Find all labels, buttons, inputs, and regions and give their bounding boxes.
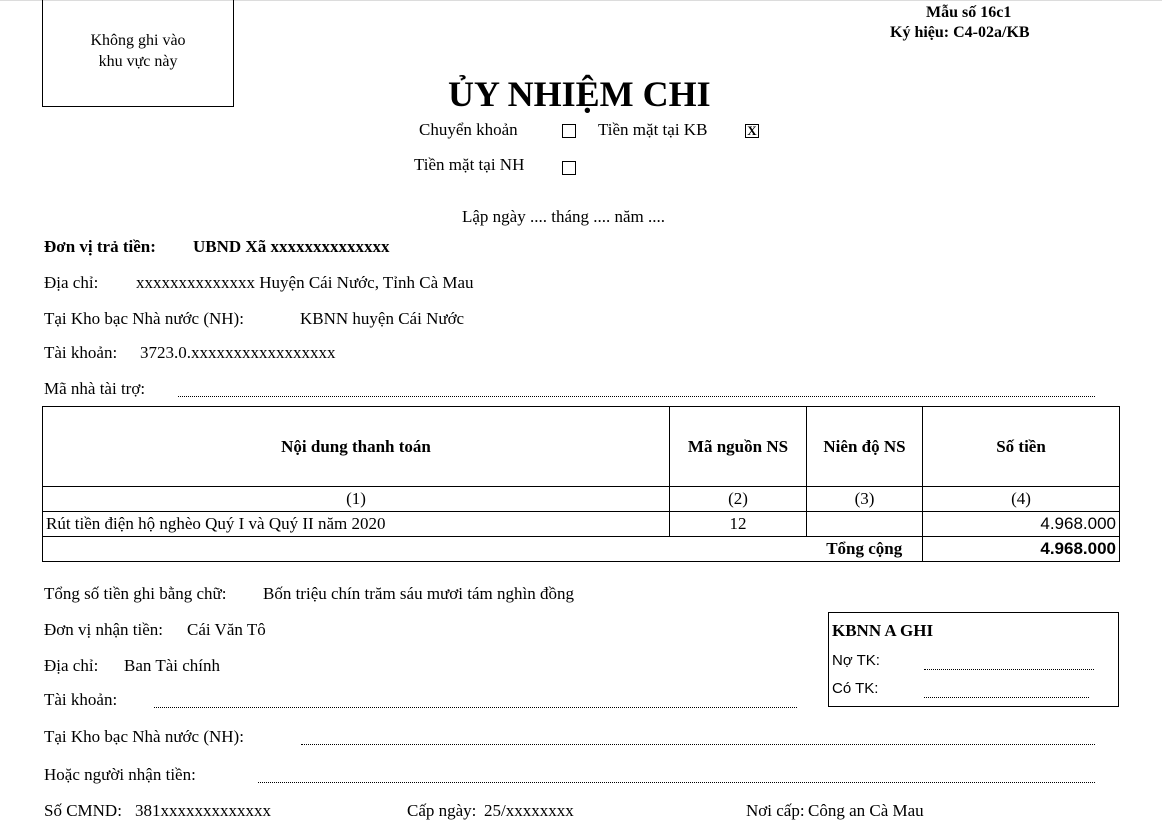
row-amount: 4.968.000 [923,512,1120,537]
payee-label: Đơn vị nhận tiền: [44,620,163,639]
header-fiscal-year: Niên độ NS [807,407,923,487]
payer-address: xxxxxxxxxxxxxx Huyện Cái Nước, Tỉnh Cà Mau [136,273,474,292]
method-label-transfer: Chuyển khoản [419,120,518,139]
kbnn-record-box [828,612,1119,707]
index-4: (4) [923,487,1120,512]
payee-treasury-label: Tại Kho bạc Nhà nước (NH): [44,727,244,746]
total-amount: 4.968.000 [923,537,1120,562]
payee-address-label: Địa chỉ: [44,656,99,675]
payee-address: Ban Tài chính [124,656,220,675]
table-row [43,512,1120,537]
header-amount: Số tiền [923,407,1120,487]
payee-name: Cái Văn Tô [187,620,266,639]
form-number: Mẫu số 16c1 [926,4,1012,21]
total-row [43,537,1120,562]
index-3: (3) [807,487,923,512]
payee-treasury-line [301,744,1095,745]
total-label: Tổng cộng [807,537,923,562]
total-spacer [43,537,807,562]
transfer-checkbox[interactable] [562,124,576,138]
payer-treasury: KBNN huyện Cái Nước [300,309,465,328]
payer-address-label: Địa chỉ: [44,273,99,292]
credit-account-line [924,697,1089,698]
debit-account-line [924,669,1094,670]
payer-account: 3723.0.xxxxxxxxxxxxxxxxx [140,343,336,362]
donor-code-line [178,396,1095,397]
id-number: 381xxxxxxxxxxxxx [135,801,271,820]
receiver-label: Hoặc người nhận tiền: [44,765,196,784]
date-line: Lập ngày .... tháng .... năm .... [462,207,666,226]
method-label-cash-nh: Tiền mặt tại NH [414,155,525,174]
method-label-cash-kb: Tiền mặt tại KB [598,120,708,139]
payer-treasury-label: Tại Kho bạc Nhà nước (NH): [44,309,244,328]
header-content: Nội dung thanh toán [43,407,670,487]
issue-place: Công an Cà Mau [808,801,924,820]
receiver-line [258,782,1095,783]
issue-place-label: Nơi cấp: [746,801,805,820]
debit-account-label: Nợ TK: [832,652,880,669]
payer-label: Đơn vị trả tiền: [44,237,156,256]
document-title: ỦY NHIỆM CHI [448,74,711,114]
row-fiscal-year [807,512,923,537]
payee-account-label: Tài khoản: [44,690,118,709]
amount-in-words: Bốn triệu chín trăm sáu mươi tám nghìn đồng [263,584,574,603]
cash-kb-checkbox[interactable]: X [745,124,759,138]
id-number-label: Số CMND: [44,801,122,820]
form-symbol: Ký hiệu: C4-02a/KB [890,24,1030,41]
row-source-code: 12 [670,512,807,537]
payer-name: UBND Xã xxxxxxxxxxxxxx [193,237,390,256]
payer-account-label: Tài khoản: [44,343,118,362]
credit-account-label: Có TK: [832,680,879,697]
header-source-code: Mã nguồn NS [670,407,807,487]
amount-in-words-label: Tổng số tiền ghi bằng chữ: [44,584,227,603]
index-1: (1) [43,487,670,512]
reserved-area-line-1: Không ghi vào [90,32,186,49]
issue-date-label: Cấp ngày: [407,801,477,820]
payment-table [42,406,1120,562]
reserved-area-text [43,30,233,72]
payee-account-line [154,707,797,708]
reserved-area-line-2: khu vực này [98,53,178,70]
index-2: (2) [670,487,807,512]
reserved-area-box [42,0,234,107]
kbnn-box-title: KBNN A GHI [832,621,934,640]
row-content: Rút tiền điện hộ nghèo Quý I và Quý II năm 2020 [43,512,670,537]
cash-nh-checkbox[interactable] [562,161,576,175]
issue-date: 25/xxxxxxxx [484,801,574,820]
donor-code-label: Mã nhà tài trợ: [44,379,146,398]
